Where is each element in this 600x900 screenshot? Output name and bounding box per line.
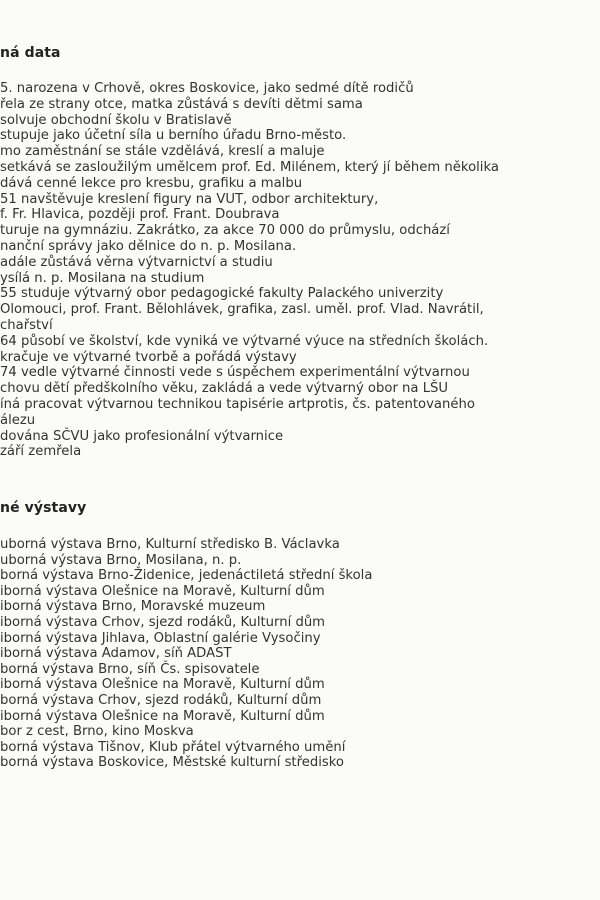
biography-line: řela ze strany otce, matka zůstává s devíti dětmi sama: [0, 96, 363, 112]
exhibitions-list: [0, 537, 372, 771]
biography-heading: ná data: [0, 45, 61, 61]
exhibition-item: borná výstava Brno, síň Čs. spisovatele: [0, 661, 260, 677]
exhibition-item: iborná výstava Olešnice na Moravě, Kulturní dům: [0, 677, 325, 693]
exhibition-item: iborná výstava Adamov, síň ADAST: [0, 646, 232, 662]
biography-line: adále zůstává věrna výtvarnictví a studiu: [0, 254, 273, 270]
exhibitions-heading: né výstavy: [0, 500, 87, 516]
exhibition-item: borná výstava Brno-Židenice, jedenáctiletá střední škola: [0, 568, 373, 584]
biography-line: 51 navštěvuje kreslení figury na VUT, odbor architektury,: [0, 191, 379, 207]
exhibition-item: iborná výstava Jihlava, Oblastní galérie Vysočiny: [0, 630, 321, 646]
biography-line: 64 působí ve školství, kde vyniká ve výtvarné výuce na středních školách.: [0, 333, 489, 349]
exhibition-item: uborná výstava Brno, Kulturní středisko B. Václavka: [0, 537, 340, 552]
exhibition-item: iborná výstava Crhov, sjezd rodáků, Kulturní dům: [0, 614, 326, 630]
biography-line: stupuje jako účetní síla u berního úřadu Brno-město.: [0, 128, 347, 144]
exhibition-item: uborná výstava Brno, Mosilana, n. p.: [0, 552, 242, 568]
biography-line: f. Fr. Hlavica, později prof. Frant. Doubrava: [0, 207, 280, 223]
biography-line: nanční správy jako dělnice do n. p. Mosilana.: [0, 238, 297, 254]
exhibition-item: borná výstava Crhov, sjezd rodáků, Kulturní dům: [0, 692, 322, 708]
biography-line: září zemřela: [0, 444, 82, 460]
biography-line: mo zaměstnání se stále vzdělává, kreslí a maluje: [0, 144, 325, 160]
biography-line: 55 studuje výtvarný obor pedagogické fakulty Palackého univerzity: [0, 286, 444, 302]
exhibition-item: bor z cest, Brno, kino Moskva: [0, 724, 194, 740]
biography-line: kračuje ve výtvarné tvorbě a pořádá výstavy: [0, 349, 297, 365]
biography-line: álezu: [0, 412, 36, 428]
biography-line: dává cenné lekce pro kresbu, grafiku a malbu: [0, 175, 303, 191]
biography-line: íná pracovat výtvarnou technikou tapisérie artprotis, čs. patentovaného: [0, 396, 475, 412]
exhibition-item: iborná výstava Olešnice na Moravě, Kulturní dům: [0, 583, 325, 599]
exhibition-item: borná výstava Boskovice, Městské kulturní středisko: [0, 755, 344, 771]
biography-line: dována SČVU jako profesionální výtvarnice: [0, 428, 284, 444]
biography-line: 74 vedle výtvarné činnosti vede s úspěchem experimentální výtvarnou: [0, 365, 470, 381]
biography-line: ysílá n. p. Mosilana na studium: [0, 270, 205, 286]
exhibition-item: iborná výstava Olešnice na Moravě, Kulturní dům: [0, 708, 325, 724]
biography-line: 5. narozena v Crhově, okres Boskovice, jako sedmé dítě rodičů: [0, 81, 414, 96]
exhibition-item: borná výstava Tišnov, Klub přátel výtvarného umění: [0, 739, 346, 755]
biography-line: chařství: [0, 317, 53, 333]
biography-list: [0, 81, 499, 460]
biography-line: chovu dětí předškolního věku, zakládá a vede výtvarný obor na LŠU: [0, 381, 449, 397]
biography-line: setkává se zasloužilým umělcem prof. Ed. Milénem, který jí během několika: [0, 159, 499, 175]
biography-line: turuje na gymnáziu. Zakrátko, za akce 70 000 do průmyslu, odchází: [0, 223, 450, 239]
biography-line: Olomouci, prof. Frant. Bělohlávek, grafika, zasl. uměl. prof. Vlad. Navrátil,: [0, 302, 484, 318]
biography-line: solvuje obchodní školu v Bratislavě: [0, 112, 232, 128]
exhibition-item: iborná výstava Brno, Moravské muzeum: [0, 599, 266, 615]
